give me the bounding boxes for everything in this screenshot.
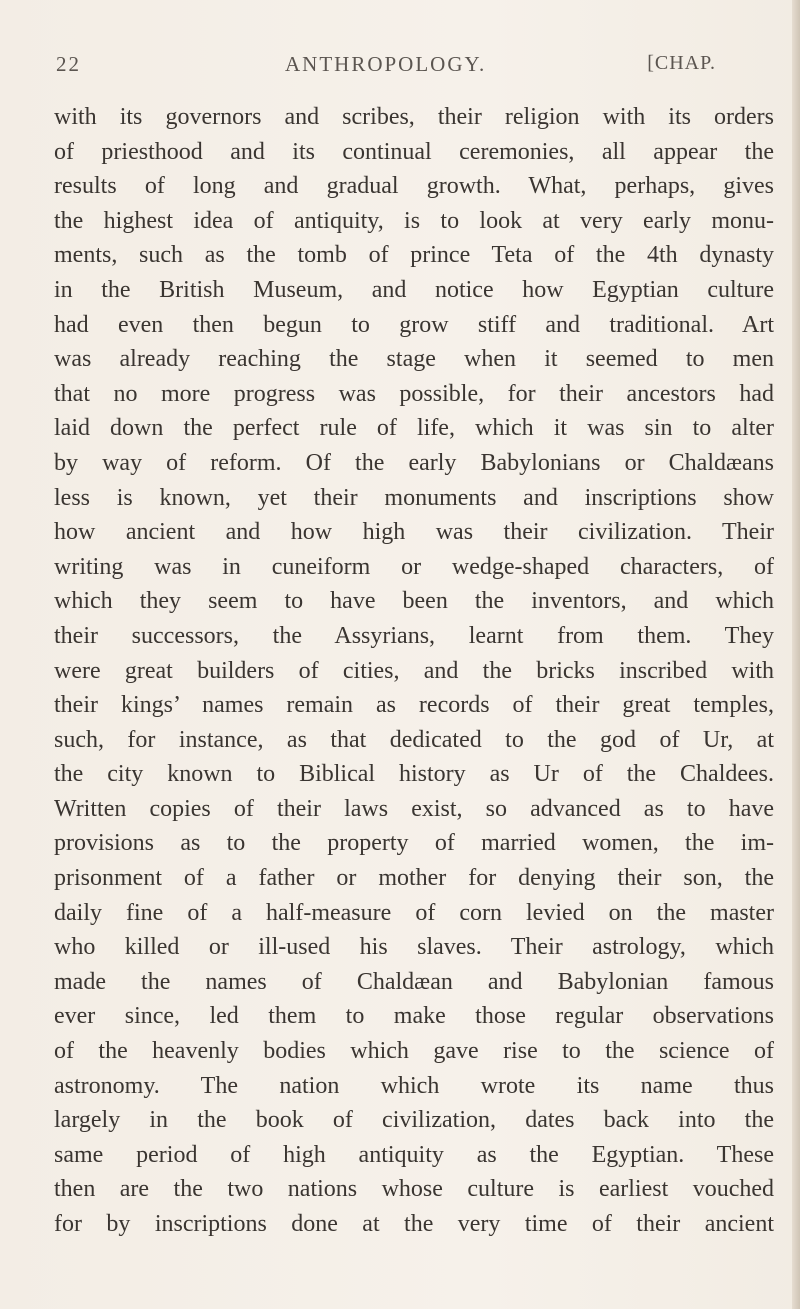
chapter-marker: [CHAP. <box>647 52 716 74</box>
text-line: prisonment of a father or mother for denying their son, the <box>54 865 774 892</box>
text-line: laid down the perfect rule of life, which it was sin to alter <box>54 415 774 442</box>
text-line: of priesthood and its continual ceremonies, all appear the <box>54 138 774 165</box>
text-line: that no more progress was possible, for their ancestors had <box>54 380 774 407</box>
text-line: less is known, yet their monuments and inscriptions show <box>54 484 774 511</box>
text-line: how ancient and how high was their civilization. Their <box>54 519 774 546</box>
text-line: was already reaching the stage when it seemed to men <box>54 346 774 373</box>
text-line: their kings’ names remain as records of their great temples, <box>54 692 774 719</box>
text-line: Written copies of their laws exist, so advanced as to have <box>54 795 774 822</box>
text-line: daily fine of a half-measure of corn levied on the master <box>54 899 774 926</box>
text-line: in the British Museum, and notice how Egyptian culture <box>54 276 774 303</box>
text-line: ever since, led them to make those regular observations <box>54 1003 774 1030</box>
text-line: provisions as to the property of married women, the im- <box>54 830 774 857</box>
text-line: writing was in cuneiform or wedge-shaped characters, of <box>54 553 774 580</box>
text-line: such, for instance, as that dedicated to the god of Ur, at <box>54 726 774 753</box>
text-line: ments, such as the tomb of prince Teta of the 4th dynasty <box>54 242 774 269</box>
text-line: results of long and gradual growth. What, perhaps, gives <box>54 173 774 200</box>
page-number: 22 <box>56 52 81 76</box>
text-line: who killed or ill-used his slaves. Their astrology, which <box>54 934 774 961</box>
text-line: which they seem to have been the inventors, and which <box>54 588 774 615</box>
text-line: for by inscriptions done at the very time of their ancient <box>54 1211 774 1237</box>
body-paragraph <box>54 100 774 1242</box>
page-edge <box>792 0 800 1309</box>
text-line: the highest idea of antiquity, is to look at very early monu- <box>54 207 774 234</box>
text-line: with its governors and scribes, their religion with its orders <box>54 104 774 130</box>
text-line: largely in the book of civilization, dates back into the <box>54 1107 774 1134</box>
text-line: astronomy. The nation which wrote its name thus <box>54 1072 774 1099</box>
running-header <box>56 52 716 82</box>
text-line: by way of reform. Of the early Babylonians or Chaldæans <box>54 449 774 476</box>
running-title: ANTHROPOLOGY. <box>285 52 487 76</box>
text-line: their successors, the Assyrians, learnt from them. They <box>54 622 774 649</box>
text-line: then are the two nations whose culture is earliest vouched <box>54 1176 774 1203</box>
text-line: the city known to Biblical history as Ur of the Chaldees. <box>54 761 774 788</box>
text-line: of the heavenly bodies which gave rise to the science of <box>54 1038 774 1065</box>
text-line: made the names of Chaldæan and Babylonian famous <box>54 968 774 995</box>
text-line: were great builders of cities, and the bricks inscribed with <box>54 657 774 684</box>
text-line: had even then begun to grow stiff and traditional. Art <box>54 311 774 338</box>
text-line: same period of high antiquity as the Egyptian. These <box>54 1141 774 1168</box>
